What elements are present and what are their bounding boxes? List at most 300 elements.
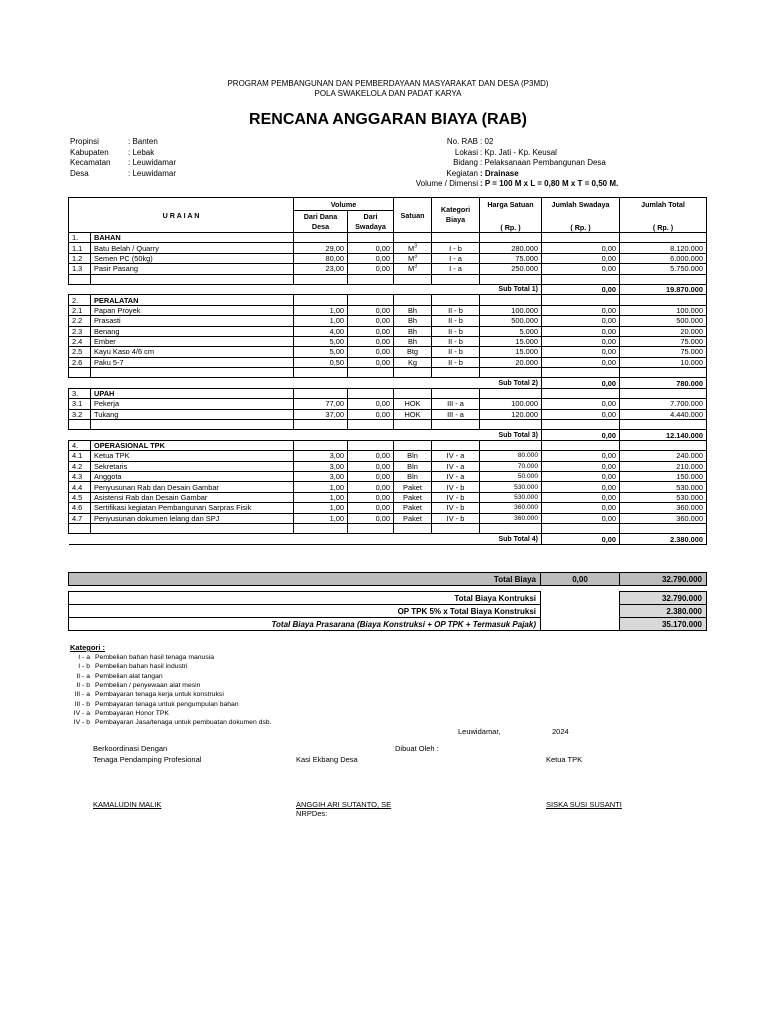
row-volume-swadaya: 0,00: [348, 305, 394, 315]
subtotal-row: [69, 430, 707, 440]
row-number: 2.6: [69, 357, 91, 367]
row-volume-swadaya: 0,00: [348, 243, 394, 253]
table-row: [69, 471, 707, 481]
info-right-value: : Drainase: [480, 168, 519, 178]
row-volume-desa: 3,00: [294, 461, 348, 471]
table-row: [69, 305, 707, 315]
row-number: 2.1: [69, 305, 91, 315]
row-jumlah-swadaya: 0,00: [542, 461, 620, 471]
row-jumlah-total: 8.120.000: [620, 243, 707, 253]
row-satuan: [394, 503, 432, 513]
prasarana-value: 35.170.000: [620, 618, 707, 631]
blank-row: [69, 523, 707, 533]
info-left-label: Desa: [70, 168, 89, 178]
op-tpk-value: 2.380.000: [620, 605, 707, 618]
sign-name-ketua: SISKA SUSI SUSANTI: [546, 800, 622, 809]
header-jumlah-swadaya: Jumlah Swadaya: [542, 198, 620, 211]
info-right-value: : Pelaksanaan Pembangunan Desa: [480, 158, 606, 167]
row-jumlah-total: 100.000: [620, 305, 707, 315]
row-item: Asistensi Rab dan Desain Gambar: [91, 492, 294, 502]
grand-total-table: [68, 591, 707, 631]
table-row: [69, 513, 707, 523]
table-row: [69, 461, 707, 471]
row-volume-desa: 23,00: [294, 264, 348, 274]
row-jumlah-swadaya: 0,00: [542, 316, 620, 326]
kategori-code: I - b: [78, 663, 90, 671]
row-item: Ketua TPK: [91, 451, 294, 461]
row-kategori: III - a: [432, 409, 480, 419]
row-item: Pasir Pasang: [91, 264, 294, 274]
kategori-code: III - b: [74, 700, 90, 708]
header-volume: Volume: [294, 198, 394, 211]
prasarana-label: Total Biaya Prasarana (Biaya Konstruksi + OP TPK + Termasuk Pajak): [69, 618, 541, 631]
row-volume-desa: 1,00: [294, 482, 348, 492]
section-title: BAHAN: [91, 233, 294, 243]
info-right-value: : Kp. Jati - Kp. Keusal: [480, 147, 557, 157]
row-harga: 5.000: [480, 326, 542, 336]
subtotal-label: Sub Total 4): [69, 534, 542, 544]
section-header-row: [69, 233, 707, 243]
row-volume-swadaya: 0,00: [348, 503, 394, 513]
row-satuan-text: Paket: [403, 482, 422, 492]
row-jumlah-swadaya: 0,00: [542, 347, 620, 357]
subtotal-swadaya: 0,00: [542, 378, 620, 388]
row-item: Ember: [91, 336, 294, 346]
row-kategori: IV - b: [432, 492, 480, 502]
table-row: [69, 399, 707, 409]
row-jumlah-total: 500.000: [620, 316, 707, 326]
section-title: OPERASIONAL TPK: [91, 440, 294, 450]
program-title: PROGRAM PEMBANGUNAN DAN PEMBERDAYAAN MASYARAKAT DAN DESA (P3MD): [227, 79, 549, 88]
section-number: 1.: [69, 233, 91, 243]
info-left-value: : Lebak: [128, 147, 155, 157]
row-jumlah-total: 75.000: [620, 347, 707, 357]
info-left-value: : Leuwidamar: [128, 168, 177, 178]
subtotal-row: [69, 284, 707, 294]
row-volume-desa: 77,00: [294, 399, 348, 409]
row-item: Sekretaris: [91, 461, 294, 471]
row-volume-swadaya: 0,00: [348, 316, 394, 326]
row-satuan: [394, 409, 432, 419]
row-kategori: I - b: [432, 243, 480, 253]
row-jumlah-swadaya: 0,00: [542, 253, 620, 263]
row-volume-desa: 5,00: [294, 347, 348, 357]
page-title: RENCANA ANGGARAN BIAYA (RAB): [249, 111, 527, 128]
row-satuan-sup: 3: [414, 243, 417, 250]
row-jumlah-total: 150.000: [620, 471, 707, 481]
row-kategori: II - b: [432, 316, 480, 326]
info-left-value: : Leuwidamar: [128, 158, 177, 167]
row-jumlah-swadaya: 0,00: [542, 482, 620, 492]
row-volume-swadaya: 0,00: [348, 482, 394, 492]
row-item: Tukang: [91, 409, 294, 419]
row-kategori: IV - a: [432, 471, 480, 481]
row-satuan-text: Paket: [403, 513, 422, 523]
total-biaya-swadaya: 0,00: [541, 573, 620, 586]
info-right-label: No. RAB: [446, 137, 478, 146]
row-satuan-text: M: [408, 243, 415, 253]
row-satuan: [394, 482, 432, 492]
row-harga: 360.000: [480, 503, 542, 513]
kategori-code: I - a: [78, 654, 90, 661]
subtotal-total: 19.870.000: [620, 284, 707, 294]
row-volume-swadaya: 0,00: [348, 336, 394, 346]
row-volume-swadaya: 0,00: [348, 264, 394, 274]
row-item: Penyusunan Rab dan Desain Gambar: [91, 482, 294, 492]
blank-row: [69, 274, 707, 284]
row-volume-desa: 5,00: [294, 336, 348, 346]
header-kategori: Kategori Biaya: [432, 198, 480, 233]
row-jumlah-total: 210.000: [620, 461, 707, 471]
row-jumlah-total: 530.000: [620, 492, 707, 502]
row-satuan: [394, 264, 432, 274]
info-left-label: Kecamatan: [70, 158, 111, 167]
row-satuan-text: HOK: [404, 399, 421, 409]
row-satuan: [394, 305, 432, 315]
table-row: [69, 264, 707, 274]
section-header-row: [69, 295, 707, 305]
row-satuan-text: Bh: [407, 305, 418, 315]
row-satuan-text: Btg: [406, 347, 419, 357]
row-satuan: [394, 513, 432, 523]
table-row: [69, 451, 707, 461]
row-item: Pekerja: [91, 399, 294, 409]
row-satuan-text: Bh: [407, 316, 418, 326]
row-jumlah-total: 75.000: [620, 336, 707, 346]
table-row: [69, 409, 707, 419]
row-number: 4.5: [69, 492, 91, 502]
row-volume-swadaya: 0,00: [348, 357, 394, 367]
table-row: [69, 253, 707, 263]
row-kategori: IV - b: [432, 503, 480, 513]
row-volume-desa: 1,00: [294, 316, 348, 326]
table-row: [69, 336, 707, 346]
row-harga: 500.000: [480, 316, 542, 326]
subtotal-label: Sub Total 1): [69, 284, 542, 294]
header-rp-harga: ( Rp. ): [480, 211, 542, 233]
row-satuan-text: Bln: [407, 472, 418, 482]
row-harga: 120.000: [480, 409, 542, 419]
sign-dibuat-oleh: Dibuat Oleh :: [395, 744, 439, 753]
row-jumlah-swadaya: 0,00: [542, 326, 620, 336]
kategori-code: III - a: [74, 691, 90, 699]
row-satuan-sup: 3: [414, 263, 417, 270]
row-harga: 75.000: [480, 253, 542, 263]
row-jumlah-total: 7.700.000: [620, 399, 707, 409]
row-jumlah-swadaya: 0,00: [542, 471, 620, 481]
row-satuan-text: Bln: [407, 461, 418, 471]
subtotal-swadaya: 0,00: [542, 284, 620, 294]
row-volume-desa: 1,00: [294, 513, 348, 523]
row-satuan-text: Bh: [407, 326, 418, 336]
sign-role-pendamping: Tenaga Pendamping Profesional: [93, 755, 202, 764]
row-jumlah-total: 360.000: [620, 513, 707, 523]
row-kategori: III - a: [432, 399, 480, 409]
row-number: 2.5: [69, 347, 91, 357]
row-item: Penyusunan dokumen lelang dan SPJ: [91, 513, 294, 523]
table-row: [69, 357, 707, 367]
row-volume-desa: 3,00: [294, 451, 348, 461]
row-kategori: II - b: [432, 336, 480, 346]
row-satuan: [394, 347, 432, 357]
rab-table: [68, 197, 707, 545]
row-harga: 530.000: [480, 482, 542, 492]
row-volume-desa: 1,00: [294, 492, 348, 502]
subtotal-total: 780.000: [620, 378, 707, 388]
row-jumlah-swadaya: 0,00: [542, 399, 620, 409]
info-right-value: : 02: [480, 137, 494, 146]
kategori-code: IV - a: [73, 709, 90, 717]
row-harga: 100.000: [480, 305, 542, 315]
kategori-desc: Pembelian / penyewaan alat mesin: [95, 681, 201, 689]
row-satuan: [394, 253, 432, 263]
row-satuan-text: Paket: [403, 492, 422, 502]
row-satuan: [394, 326, 432, 336]
info-right-value: : P = 100 M x L = 0,80 M x T = 0,50 M.: [480, 179, 619, 188]
kategori-desc: Pembelian bahan hasil industri: [95, 663, 188, 671]
row-volume-desa: 3,00: [294, 471, 348, 481]
row-volume-desa: 4,00: [294, 326, 348, 336]
kategori-desc: Pembelian alat tangan: [95, 672, 163, 680]
row-jumlah-total: 5.750.000: [620, 264, 707, 274]
row-volume-swadaya: 0,00: [348, 492, 394, 502]
row-harga: 15.000: [480, 336, 542, 346]
row-jumlah-swadaya: 0,00: [542, 409, 620, 419]
kategori-desc: Pembayaran tenaga untuk pengumpulan bahan: [95, 700, 239, 708]
total-kontruksi-label: Total Biaya Kontruksi: [69, 592, 541, 605]
row-jumlah-swadaya: 0,00: [542, 264, 620, 274]
section-number: 2.: [69, 295, 91, 305]
row-jumlah-swadaya: 0,00: [542, 503, 620, 513]
row-jumlah-total: 360.000: [620, 503, 707, 513]
row-jumlah-total: 530.000: [620, 482, 707, 492]
subtotal-label: Sub Total 2): [69, 378, 542, 388]
row-satuan: [394, 451, 432, 461]
section-header-row: [69, 440, 707, 450]
total-kontruksi-value: 32.790.000: [620, 592, 707, 605]
row-kategori: II - b: [432, 326, 480, 336]
row-item: Batu Belah / Quarry: [91, 243, 294, 253]
row-number: 2.4: [69, 336, 91, 346]
row-satuan-text: Bh: [407, 337, 418, 347]
row-satuan-text: Paket: [403, 503, 422, 513]
row-jumlah-total: 4.440.000: [620, 409, 707, 419]
row-harga: 100.000: [480, 399, 542, 409]
blank-row: [69, 368, 707, 378]
sign-name-pendamping: KAMALUDIN MALIK: [93, 800, 162, 809]
table-row: [69, 243, 707, 253]
subtotal-total: 2.380.000: [620, 534, 707, 544]
total-biaya-table: [68, 572, 707, 586]
row-number: 1.1: [69, 243, 91, 253]
kategori-desc: Pembayaran Jasa/tenaga untuk pembuatan dokumen dsb.: [95, 719, 272, 727]
row-harga: 250.000: [480, 264, 542, 274]
row-jumlah-swadaya: 0,00: [542, 243, 620, 253]
row-harga: 20.000: [480, 357, 542, 367]
section-number: 4.: [69, 440, 91, 450]
row-number: 2.3: [69, 326, 91, 336]
row-harga: 360.000: [480, 513, 542, 523]
row-volume-swadaya: 0,00: [348, 451, 394, 461]
row-jumlah-total: 6.000.000: [620, 253, 707, 263]
row-jumlah-swadaya: 0,00: [542, 513, 620, 523]
row-satuan: [394, 461, 432, 471]
row-number: 3.2: [69, 409, 91, 419]
row-jumlah-swadaya: 0,00: [542, 451, 620, 461]
subtotal-swadaya: 0,00: [542, 430, 620, 440]
row-kategori: I - a: [432, 264, 480, 274]
row-harga: 70.000: [480, 461, 542, 471]
row-jumlah-swadaya: 0,00: [542, 305, 620, 315]
row-volume-swadaya: 0,00: [348, 461, 394, 471]
header-rp-total: ( Rp. ): [620, 211, 707, 233]
row-number: 1.2: [69, 253, 91, 263]
row-kategori: I - a: [432, 253, 480, 263]
row-satuan-text: M: [408, 264, 415, 274]
row-satuan-text: Kg: [407, 357, 418, 367]
row-item: Kayu Kaso 4/6 cm: [91, 347, 294, 357]
sign-place: Leuwidamar,: [458, 727, 501, 736]
row-kategori: II - b: [432, 347, 480, 357]
row-kategori: IV - a: [432, 451, 480, 461]
section-title: PERALATAN: [91, 295, 294, 305]
row-number: 4.3: [69, 471, 91, 481]
row-volume-desa: 1,00: [294, 305, 348, 315]
row-jumlah-swadaya: 0,00: [542, 336, 620, 346]
row-volume-desa: 1,00: [294, 503, 348, 513]
row-number: 4.7: [69, 513, 91, 523]
kategori-desc: Pembayaran Honor TPK: [95, 709, 169, 717]
row-kategori: IV - b: [432, 482, 480, 492]
kategori-desc: Pembayaran tenaga kerja untuk konstruksi: [95, 691, 224, 699]
info-right-label: Bidang: [453, 158, 478, 167]
row-item: Anggota: [91, 471, 294, 481]
row-harga: 280.000: [480, 243, 542, 253]
row-volume-swadaya: 0,00: [348, 409, 394, 419]
row-number: 4.1: [69, 451, 91, 461]
row-harga: 15.000: [480, 347, 542, 357]
total-biaya-label: Total Biaya: [69, 573, 541, 586]
info-left-value: : Banten: [128, 137, 158, 146]
row-volume-swadaya: 0,00: [348, 513, 394, 523]
table-row: [69, 326, 707, 336]
row-satuan: [394, 399, 432, 409]
section-number: 3.: [69, 388, 91, 398]
row-jumlah-total: 10.000: [620, 357, 707, 367]
row-volume-desa: 0,50: [294, 357, 348, 367]
row-number: 4.4: [69, 482, 91, 492]
blank-row: [69, 420, 707, 430]
row-satuan-text: M: [408, 253, 415, 263]
row-jumlah-total: 240.000: [620, 451, 707, 461]
kategori-code: IV - b: [73, 719, 90, 727]
row-volume-desa: 29,00: [294, 243, 348, 253]
header-uraian: U R A I A N: [69, 198, 294, 233]
row-volume-desa: 80,00: [294, 253, 348, 263]
row-volume-swadaya: 0,00: [348, 347, 394, 357]
sign-name-kasi: ANGGIH ARI SUTANTO, SE: [296, 800, 392, 809]
section-header-row: [69, 388, 707, 398]
row-item: Prasasti: [91, 316, 294, 326]
row-satuan: [394, 471, 432, 481]
header-dari-swadaya: Dari Swadaya: [348, 211, 394, 233]
total-biaya-value: 32.790.000: [620, 573, 707, 586]
table-row: [69, 316, 707, 326]
row-volume-swadaya: 0,00: [348, 399, 394, 409]
row-item: Sertifikasi kegiatan Pembangunan Sarpras Fisik: [91, 503, 294, 513]
row-item: Papan Proyek: [91, 305, 294, 315]
table-row: [69, 347, 707, 357]
row-item: Paku 5-7: [91, 357, 294, 367]
table-row: [69, 492, 707, 502]
row-item: Benang: [91, 326, 294, 336]
row-number: 4.6: [69, 503, 91, 513]
row-harga: 50.000: [480, 471, 542, 481]
kategori-title: Kategori :: [70, 643, 106, 652]
row-satuan: [394, 316, 432, 326]
row-satuan-text: HOK: [404, 409, 421, 419]
info-right-label: Volume / Dimensi: [415, 179, 478, 188]
row-harga: 80.000: [480, 451, 542, 461]
kategori-code: II - b: [76, 681, 90, 689]
table-row: [69, 482, 707, 492]
info-right-label: Lokasi: [454, 147, 478, 157]
header-rp-swadaya: ( Rp. ): [542, 211, 620, 233]
row-volume-desa: 37,00: [294, 409, 348, 419]
row-jumlah-swadaya: 0,00: [542, 357, 620, 367]
row-number: 3.1: [69, 399, 91, 409]
info-left-label: Kabupaten: [70, 147, 109, 157]
subtotal-row: [69, 378, 707, 388]
row-kategori: II - b: [432, 305, 480, 315]
row-satuan-sup: 3: [414, 253, 417, 260]
row-satuan-text: Bln: [407, 451, 418, 461]
row-satuan: [394, 492, 432, 502]
table-row: [69, 503, 707, 513]
section-title: UPAH: [91, 388, 294, 398]
subtotal-swadaya: 0,00: [542, 534, 620, 544]
row-harga: 530.000: [480, 492, 542, 502]
subtotal-total: 12.140.000: [620, 430, 707, 440]
row-kategori: IV - a: [432, 461, 480, 471]
sign-berkoordinasi: Berkoordinasi Dengan: [93, 744, 168, 753]
row-satuan: [394, 243, 432, 253]
row-volume-swadaya: 0,00: [348, 326, 394, 336]
row-jumlah-swadaya: 0,00: [542, 492, 620, 502]
subtotal-row: [69, 534, 707, 544]
info-right-label: Kegiatan: [446, 168, 478, 178]
program-subtitle: POLA SWAKELOLA DAN PADAT KARYA: [314, 89, 462, 98]
sign-role-ketua: Ketua TPK: [546, 755, 583, 764]
row-number: 1.3: [69, 264, 91, 274]
row-item: Semen PC (50kg): [91, 253, 294, 263]
row-kategori: IV - b: [432, 513, 480, 523]
row-volume-swadaya: 0,00: [348, 471, 394, 481]
header-satuan: Satuan: [394, 198, 432, 233]
sign-nrp: NRPDes:: [296, 809, 328, 818]
row-satuan: [394, 357, 432, 367]
sign-year: 2024: [552, 727, 569, 736]
kategori-code: II - a: [76, 672, 90, 680]
header-harga-satuan: Harga Satuan: [480, 198, 542, 211]
header-jumlah-total: Jumlah Total: [620, 198, 707, 211]
row-satuan: [394, 336, 432, 346]
row-jumlah-total: 20.000: [620, 326, 707, 336]
row-number: 4.2: [69, 461, 91, 471]
subtotal-label: Sub Total 3): [69, 430, 542, 440]
row-number: 2.2: [69, 316, 91, 326]
info-left-label: Propinsi: [70, 137, 99, 146]
